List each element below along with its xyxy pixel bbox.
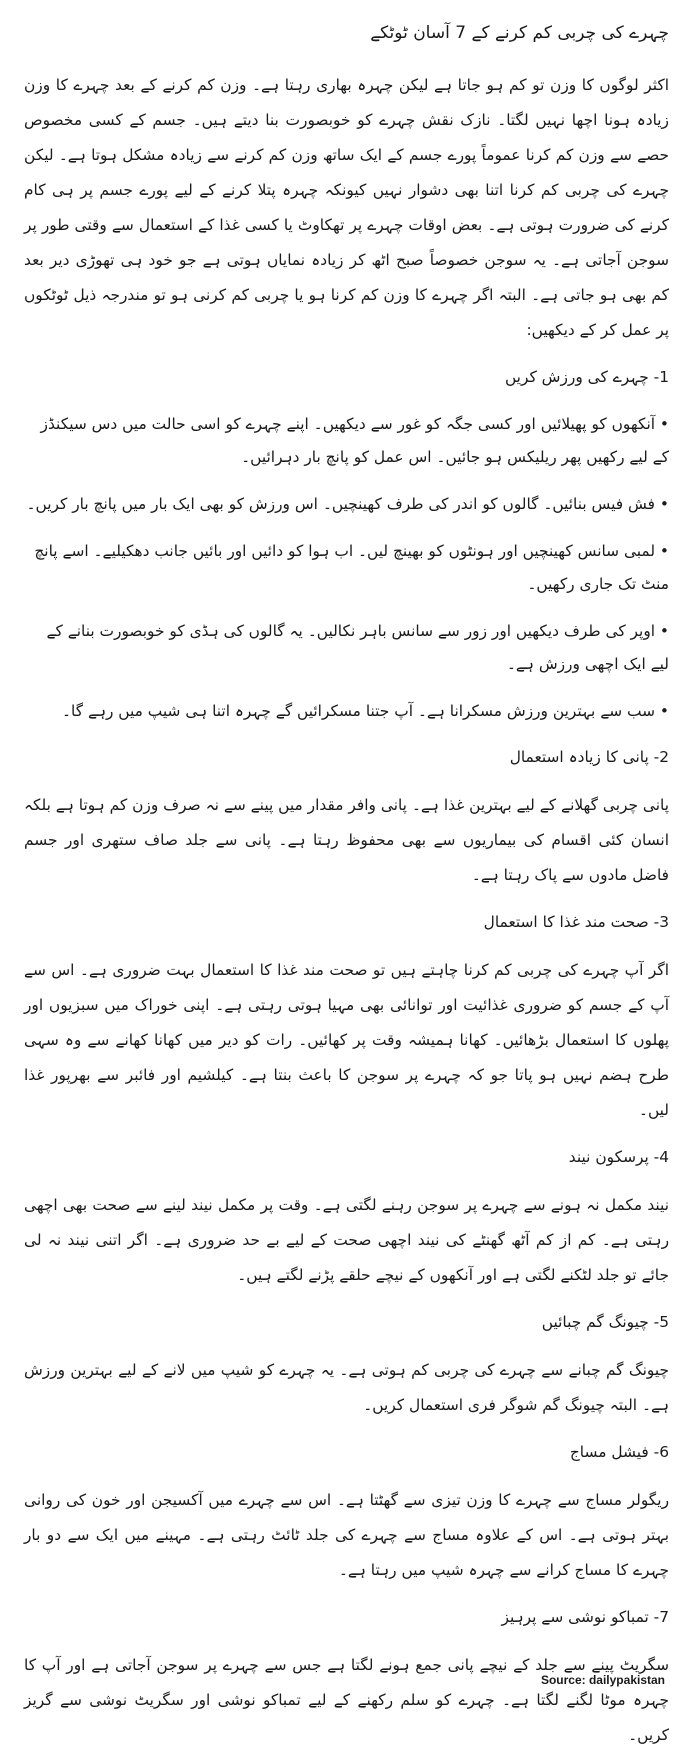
section-3 xyxy=(24,909,669,1128)
section-heading: 4- پرسکون نیند xyxy=(568,1148,669,1166)
section-1 xyxy=(24,364,669,728)
bullet-item: • اوپر کی طرف دیکھیں اور زور سے سانس باہر نکالیں۔ یہ گالوں کی ہڈی کو خوبصورت بنانے کے لیے ایک اچھی ورزش ہے۔ xyxy=(46,622,669,673)
source-credit: Source: dailypakistan xyxy=(540,1673,665,1687)
section-2 xyxy=(24,744,669,893)
section-heading: 5- چیونگ گم چبائیں xyxy=(541,1313,669,1331)
bullet-item: • فش فیس بنائیں۔ گالوں کو اندر کی طرف کھینچیں۔ اس ورزش کو بھی ایک بار میں پانچ بار کریں۔ xyxy=(26,495,669,513)
section-body: سگریٹ پینے سے جلد کے نیچے پانی جمع ہونے لگتا ہے جس سے چہرے پر سوجن آجاتی ہے اور آپ کا چہرہ موٹا لگنے لگتا ہے۔ چہرے کو سلم رکھنے کے لیے تمباکو نوشی اور سگریٹ نوشی سے گریز کریں۔ xyxy=(24,1656,669,1744)
section-heading: 3- صحت مند غذا کا استعمال xyxy=(483,913,669,931)
section-heading: 7- تمباکو نوشی سے پرہیز xyxy=(501,1608,669,1626)
section-5 xyxy=(24,1309,669,1423)
section-heading: 1- چہرے کی ورزش کریں xyxy=(504,368,669,386)
section-body: ریگولر مساج سے چہرے کا وزن تیزی سے گھٹتا ہے۔ اس سے چہرے میں آکسیجن اور خون کی روانی بہتر ہوتی ہے۔ اس کے علاوہ مساج سے چہرے کی جلد ٹائٹ رہتی ہے۔ مہینے میں ایک سے دو بار چہرے کا مساج کرانے سے چہرہ شیپ میں رہتا ہے۔ xyxy=(24,1491,669,1579)
section-body: پانی چربی گھلانے کے لیے بہترین غذا ہے۔ پانی وافر مقدار میں پینے سے نہ صرف وزن کم ہوتا ہے بلکہ انسان کئی اقسام کی بیماریوں سے بھی محفوظ رہتا ہے۔ پانی سے جلد صاف ستھری اور جسم فاضل مادوں سے پاک رہتا ہے۔ xyxy=(24,796,669,884)
section-body: اگر آپ چہرے کی چربی کم کرنا چاہتے ہیں تو صحت مند غذا کا استعمال بہت ضروری ہے۔ اس سے آپ کے جسم کو ضروری غذائیت اور توانائی بھی مہیا ہوتی رہتی ہے۔ اپنی خوراک میں سبزیوں اور پھلوں کا استعمال بڑھائیں۔ کھانا ہمیشہ وقت پر کھائیں۔ رات کو دیر میں کھانا کھانے سے وہ سہی طرح ہضم نہیں ہو پاتا جو کہ چہرے پر سوجن کا باعث بنتا ہے۔ کیلشیم اور فائبر سے بھرپور غذا لیں۔ xyxy=(24,961,669,1119)
bullet-item: • آنکھوں کو پھیلائیں اور کسی جگہ کو غور سے دیکھیں۔ اپنے چہرے کو اسی حالت میں دس سیکنڈز کے لیے رکھیں پھر ریلیکس ہو جائیں۔ اس عمل کو پانچ بار دہرائیں۔ xyxy=(40,415,669,466)
article-title: چہرے کی چربی کم کرنے کے 7 آسان ٹوٹکے xyxy=(370,23,669,43)
section-body: چیونگ گم چبانے سے چہرے کی چربی کم ہوتی ہے۔ یہ چہرے کو شیپ میں لانے کے لیے بہترین ورزش ہے۔ البتہ چیونگ گم شوگر فری استعمال کریں۔ xyxy=(24,1361,669,1414)
section-body: نیند مکمل نہ ہونے سے چہرے پر سوجن رہنے لگتی ہے۔ وقت پر مکمل نیند لینے سے صحت بھی اچھی رہتی ہے۔ کم از کم آٹھ گھنٹے کی نیند اچھی صحت کے لیے بے حد ضروری ہے۔ اگر اتنی نیند نہ لی جائے تو جلد لٹکنے لگتی ہے اور آنکھوں کے نیچے حلقے پڑنے لگتے ہیں۔ xyxy=(24,1196,669,1284)
section-6 xyxy=(24,1439,669,1588)
section-heading: 2- پانی کا زیادہ استعمال xyxy=(509,748,669,766)
intro-paragraph: اکثر لوگوں کا وزن تو کم ہو جاتا ہے لیکن چہرہ بھاری رہتا ہے۔ وزن کم کرنے کے بعد چہرے کا وزن زیادہ ہونا اچھا نہیں لگتا۔ نازک نقش چہرے کو خوبصورت بنا دیتے ہیں۔ جسم کے کسی مخصوص حصے سے وزن کم کرنا عموماً پورے جسم کے ایک ساتھ وزن کم کرنے سے زیادہ مشکل ہوتا ہے۔ لیکن چہرے کی چربی کم کرنا اتنا بھی دشوار نہیں کیونکہ چہرہ پتلا کرنے کے لیے پورے جسم پر ہی کام کرنے کی ضرورت ہوتی ہے۔ بعض اوقات چہرے پر تھکاوٹ یا کسی غذا کے استعمال سے وقتی طور پر سوجن آجاتی ہے۔ یہ سوجن خصوصاً صبح اٹھ کر زیادہ نمایاں ہوتی ہے جو خود ہی تھوڑی دیر بعد کم بھی ہو جاتی ہے۔ البتہ اگر چہرے کا وزن کم کرنا ہو یا چربی کم کرنی ہو تو مندرجہ ذیل ٹوٹکوں پر عمل کر کے دیکھیں: xyxy=(24,76,669,339)
bullet-item: • سب سے بہترین ورزش مسکرانا ہے۔ آپ جتنا مسکرائیں گے چہرہ اتنا ہی شیپ میں رہے گا۔ xyxy=(62,702,669,720)
bullet-item: • لمبی سانس کھینچیں اور ہونٹوں کو بھینچ لیں۔ اب ہوا کو دائیں اور بائیں جانب دھکیلیے۔ اسے پانچ منٹ تک جاری رکھیں۔ xyxy=(34,542,669,593)
section-4 xyxy=(24,1144,669,1293)
section-heading: 6- فیشل مساج xyxy=(569,1443,669,1461)
